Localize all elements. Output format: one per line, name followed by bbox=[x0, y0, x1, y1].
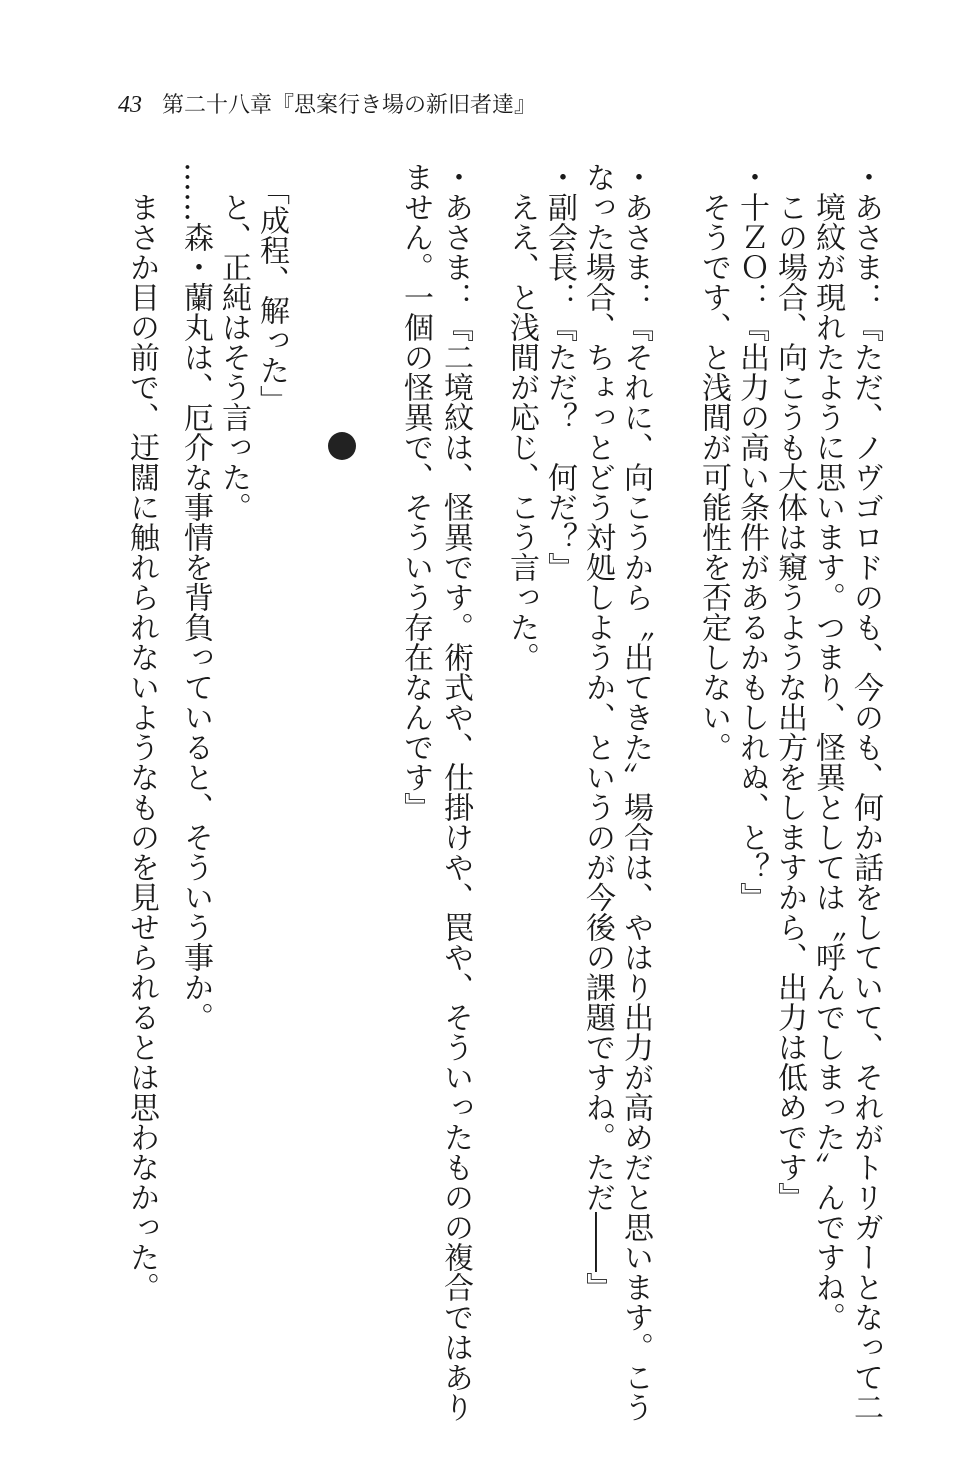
text-column: ええ、と浅間が応じ、こう言った。 bbox=[504, 192, 539, 672]
page-number: 43 bbox=[118, 92, 142, 118]
text-column: なった場合、ちょっとどう対処しようか、というのが今後の課題ですね。ただ――』 bbox=[580, 162, 615, 1302]
scene-break-dot bbox=[328, 432, 356, 460]
text-column: 「成程、解った」 bbox=[254, 175, 289, 415]
text-column: ……森・蘭丸は、厄介な事情を背負っていると、そういう事か。 bbox=[178, 162, 213, 1032]
text-column: そうです、と浅間が可能性を否定しない。 bbox=[696, 192, 731, 762]
text-column: 境紋が現れたように思います。つまり、怪異としては〝呼んでしまった〟んですね。 bbox=[810, 192, 845, 1332]
text-column: と、正純はそう言った。 bbox=[216, 192, 251, 522]
text-column: ・十ＺＯ：『出力の高い条件があるかもしれぬ、と？』 bbox=[734, 162, 769, 912]
text-column: ・あさま：『二境紋は、怪異です。術式や、仕掛けや、罠や、そういったものの複合ではあり bbox=[438, 162, 473, 1422]
text-column: ・あさま：『ただ、ノヴゴロドのも、今のも、何か話をしていて、それがトリガーとなって二 bbox=[848, 162, 883, 1422]
text-column: この場合、向こうも大体は窺うような出方をしますから、出力は低めです』 bbox=[772, 192, 807, 1212]
text-column: ・副会長：『ただ？ 何だ？』 bbox=[542, 162, 577, 582]
running-header bbox=[118, 88, 536, 119]
text-column: まさか目の前で、迂闊に触れられないようなものを見せられるとは思わなかった。 bbox=[124, 192, 159, 1302]
text-column: ・あさま：『それに、向こうから〝出てきた〟場合は、やはり出力が高めだと思います。こう bbox=[618, 162, 653, 1422]
text-column: ません。一個の怪異で、そういう存在なんです』 bbox=[398, 162, 433, 822]
chapter-title: 第二十八章『思案行き場の新旧者達』 bbox=[162, 93, 537, 118]
